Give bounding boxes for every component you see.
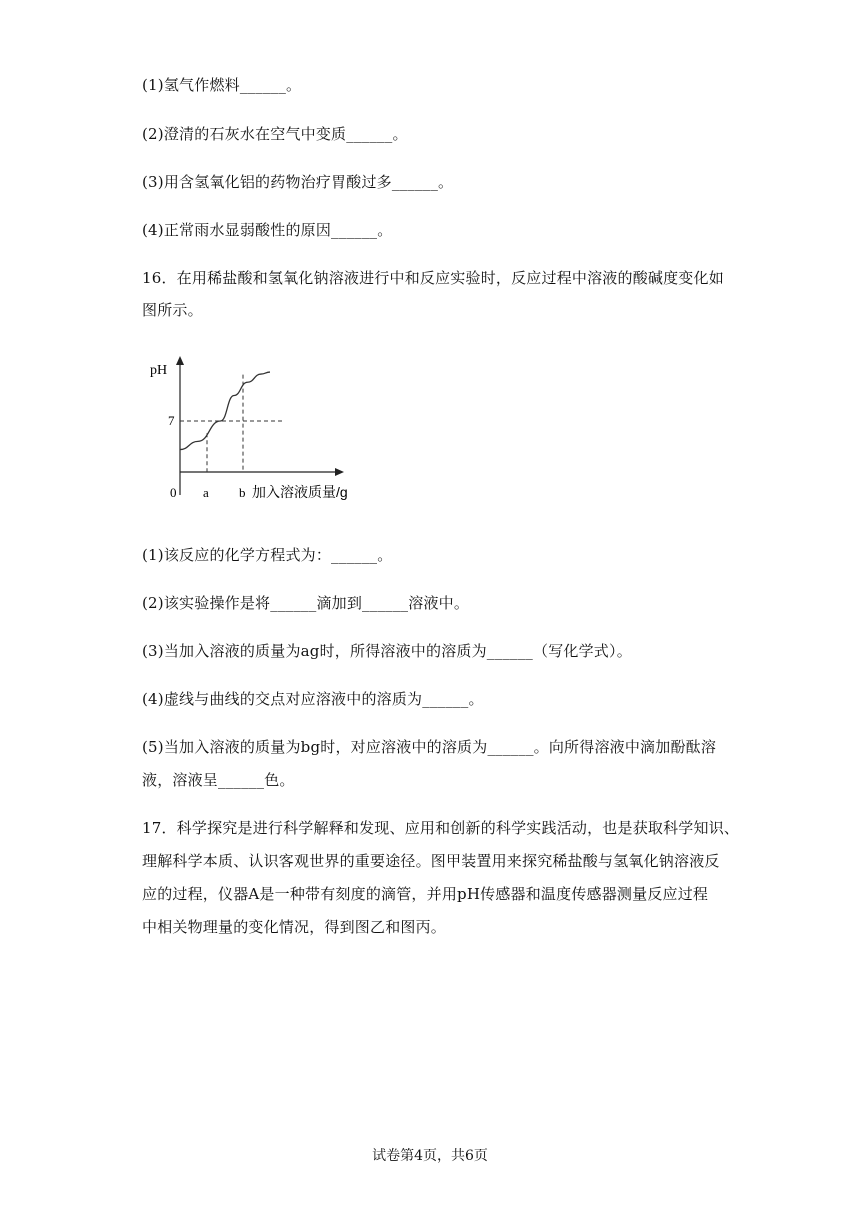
- origin-label: 0: [170, 485, 177, 500]
- page-footer: 试卷第4页，共6页: [372, 1148, 488, 1164]
- q17-line-4: 中相关物理量的变化情况，得到图乙和图丙。: [142, 918, 447, 936]
- q15-item-2: (2)澄清的石灰水在空气中变质______。: [142, 125, 408, 143]
- q16-item-3: (3)当加入溶液的质量为ag时，所得溶液中的溶质为______（写化学式）。: [142, 642, 632, 660]
- q17-line-3: 应的过程，仪器A是一种带有刻度的滴管，并用pH传感器和温度传感器测量反应过程: [142, 885, 709, 903]
- q15-item-4: (4)正常雨水显弱酸性的原因______。: [142, 221, 393, 239]
- q16-intro-line-2: 图所示。: [142, 301, 203, 319]
- q16-intro-line-1: 16．在用稀盐酸和氢氧化钠溶液进行中和反应实验时，反应过程中溶液的酸碱度变化如: [142, 269, 724, 287]
- y-tick-label-7: 7: [168, 413, 175, 428]
- q15-item-3: (3)用含氢氧化铝的药物治疗胃酸过多______。: [142, 173, 454, 191]
- q16-item-5-line-1: (5)当加入溶液的质量为bg时，对应溶液中的溶质为______。向所得溶液中滴加酚酞溶: [142, 738, 717, 756]
- y-axis-arrow: [176, 356, 184, 365]
- y-axis-label: pH: [150, 363, 168, 378]
- q16-item-2: (2)该实验操作是将______滴加到______溶液中。: [142, 594, 470, 612]
- q16-item-1: (1)该反应的化学方程式为：______。: [142, 546, 393, 564]
- q17-line-1: 17．科学探究是进行科学解释和发现、应用和创新的科学实践活动，也是获取科学知识、: [142, 819, 740, 837]
- q15-item-1: (1)氢气作燃料______。: [142, 76, 302, 94]
- ph-curve-line: [180, 372, 270, 450]
- x-tick-label-b: b: [239, 485, 246, 500]
- ph-curve-graph: [140, 352, 380, 512]
- q16-item-4: (4)虚线与曲线的交点对应溶液中的溶质为______。: [142, 690, 484, 708]
- x-axis-label: 加入溶液质量/g: [252, 484, 348, 500]
- q17-line-2: 理解科学本质、认识客观世界的重要途径。图甲装置用来探究稀盐酸与氢氧化钠溶液反: [142, 852, 720, 870]
- q16-item-5-line-2: 液，溶液呈______色。: [142, 771, 295, 789]
- x-tick-label-a: a: [203, 485, 209, 500]
- x-axis-arrow: [335, 468, 344, 476]
